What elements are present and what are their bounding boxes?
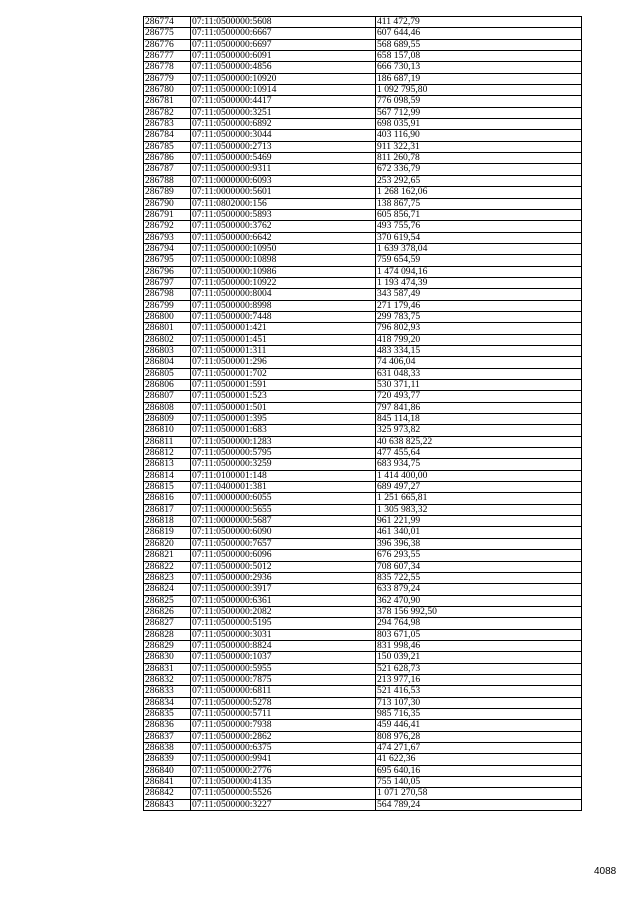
cadastral-number-cell: 07:11:0500000:7448 (191, 311, 376, 322)
table-row (144, 232, 582, 243)
value-cell: 1 639 378,04 (376, 243, 582, 254)
cadastral-number-cell: 07:11:0500000:1283 (191, 436, 376, 447)
value-cell: 811 260,78 (376, 153, 582, 164)
table-row (144, 799, 582, 810)
cadastral-number-cell: 07:11:0500000:5711 (191, 708, 376, 719)
data-table (143, 16, 582, 811)
table-row (144, 674, 582, 685)
table-row (144, 765, 582, 776)
cadastral-number-cell: 07:11:0100001:148 (191, 470, 376, 481)
table-row (144, 595, 582, 606)
cadastral-number-cell: 07:11:0500000:5893 (191, 209, 376, 220)
row-id-cell: 286777 (144, 51, 191, 62)
cadastral-number-cell: 07:11:0802000:156 (191, 198, 376, 209)
row-id-cell: 286802 (144, 334, 191, 345)
table-row (144, 731, 582, 742)
cadastral-number-cell: 07:11:0500000:5278 (191, 697, 376, 708)
value-cell: 803 671,05 (376, 629, 582, 640)
value-cell: 631 048,33 (376, 368, 582, 379)
cadastral-number-cell: 07:11:0500000:10922 (191, 277, 376, 288)
row-id-cell: 286793 (144, 232, 191, 243)
value-cell: 271 179,46 (376, 300, 582, 311)
cadastral-number-cell: 07:11:0500000:6892 (191, 119, 376, 130)
value-cell: 845 114,18 (376, 414, 582, 425)
table-row (144, 414, 582, 425)
table-row (144, 277, 582, 288)
row-id-cell: 286829 (144, 640, 191, 651)
table-row (144, 686, 582, 697)
value-cell: 418 799,20 (376, 334, 582, 345)
table-row (144, 221, 582, 232)
cadastral-number-cell: 07:11:0500000:6091 (191, 51, 376, 62)
value-cell: 666 730,13 (376, 62, 582, 73)
value-cell: 186 687,19 (376, 73, 582, 84)
value-cell: 1 251 665,81 (376, 493, 582, 504)
cadastral-number-cell: 07:11:0000000:6055 (191, 493, 376, 504)
table-row (144, 243, 582, 254)
value-cell: 808 976,28 (376, 731, 582, 742)
cadastral-number-cell: 07:11:0500000:2936 (191, 572, 376, 583)
row-id-cell: 286837 (144, 731, 191, 742)
cadastral-number-cell: 07:11:0500001:421 (191, 323, 376, 334)
row-id-cell: 286825 (144, 595, 191, 606)
row-id-cell: 286833 (144, 686, 191, 697)
cadastral-number-cell: 07:11:0500000:5195 (191, 618, 376, 629)
table-row (144, 788, 582, 799)
row-id-cell: 286799 (144, 300, 191, 311)
table-row (144, 28, 582, 39)
value-cell: 689 497,27 (376, 482, 582, 493)
value-cell: 150 039,21 (376, 652, 582, 663)
cadastral-number-cell: 07:11:0000000:5687 (191, 516, 376, 527)
value-cell: 411 472,79 (376, 17, 582, 28)
cadastral-number-cell: 07:11:0500000:8998 (191, 300, 376, 311)
table-row (144, 754, 582, 765)
table-row (144, 561, 582, 572)
cadastral-number-cell: 07:11:0500000:10920 (191, 73, 376, 84)
table-row (144, 380, 582, 391)
value-cell: 459 446,41 (376, 720, 582, 731)
row-id-cell: 286807 (144, 391, 191, 402)
cadastral-number-cell: 07:11:0500000:6697 (191, 39, 376, 50)
cadastral-number-cell: 07:11:0500000:3251 (191, 107, 376, 118)
cadastral-number-cell: 07:11:0500000:10914 (191, 85, 376, 96)
table-row (144, 663, 582, 674)
row-id-cell: 286810 (144, 425, 191, 436)
value-cell: 253 292,65 (376, 175, 582, 186)
row-id-cell: 286822 (144, 561, 191, 572)
table-row (144, 448, 582, 459)
table-row (144, 153, 582, 164)
value-cell: 403 116,90 (376, 130, 582, 141)
row-id-cell: 286842 (144, 788, 191, 799)
table-body (144, 17, 582, 811)
row-id-cell: 286812 (144, 448, 191, 459)
value-cell: 695 640,16 (376, 765, 582, 776)
row-id-cell: 286820 (144, 538, 191, 549)
cadastral-number-cell: 07:11:0500000:1037 (191, 652, 376, 663)
row-id-cell: 286836 (144, 720, 191, 731)
table-row (144, 482, 582, 493)
cadastral-number-cell: 07:11:0500000:9311 (191, 164, 376, 175)
table-row (144, 62, 582, 73)
value-cell: 985 716,35 (376, 708, 582, 719)
table-row (144, 516, 582, 527)
table-row (144, 130, 582, 141)
cadastral-number-cell: 07:11:0500000:10898 (191, 255, 376, 266)
row-id-cell: 286790 (144, 198, 191, 209)
table-row (144, 697, 582, 708)
row-id-cell: 286780 (144, 85, 191, 96)
value-cell: 461 340,01 (376, 527, 582, 538)
cadastral-number-cell: 07:11:0500000:2862 (191, 731, 376, 742)
value-cell: 607 644,46 (376, 28, 582, 39)
row-id-cell: 286804 (144, 357, 191, 368)
value-cell: 378 156 992,50 (376, 606, 582, 617)
table-row (144, 527, 582, 538)
row-id-cell: 286831 (144, 663, 191, 674)
row-id-cell: 286835 (144, 708, 191, 719)
row-id-cell: 286798 (144, 289, 191, 300)
row-id-cell: 286788 (144, 175, 191, 186)
cadastral-number-cell: 07:11:0500000:4856 (191, 62, 376, 73)
table-row (144, 96, 582, 107)
cadastral-number-cell: 07:11:0500001:451 (191, 334, 376, 345)
cadastral-number-cell: 07:11:0500000:6667 (191, 28, 376, 39)
value-cell: 797 841,86 (376, 402, 582, 413)
table-row (144, 51, 582, 62)
cadastral-number-cell: 07:11:0500000:10986 (191, 266, 376, 277)
table-row (144, 777, 582, 788)
cadastral-number-cell: 07:11:0400001:381 (191, 482, 376, 493)
row-id-cell: 286832 (144, 674, 191, 685)
value-cell: 362 470,90 (376, 595, 582, 606)
table-row (144, 289, 582, 300)
cadastral-number-cell: 07:11:0500000:3044 (191, 130, 376, 141)
row-id-cell: 286839 (144, 754, 191, 765)
value-cell: 1 414 400,00 (376, 470, 582, 481)
value-cell: 41 622,36 (376, 754, 582, 765)
value-cell: 370 619,54 (376, 232, 582, 243)
table-row (144, 255, 582, 266)
cadastral-number-cell: 07:11:0500000:4417 (191, 96, 376, 107)
value-cell: 759 654,59 (376, 255, 582, 266)
row-id-cell: 286841 (144, 777, 191, 788)
cadastral-number-cell: 07:11:0500000:7938 (191, 720, 376, 731)
row-id-cell: 286801 (144, 323, 191, 334)
value-cell: 213 977,16 (376, 674, 582, 685)
cadastral-number-cell: 07:11:0000000:5655 (191, 504, 376, 515)
value-cell: 1 092 795,80 (376, 85, 582, 96)
table-row (144, 334, 582, 345)
value-cell: 698 035,91 (376, 119, 582, 130)
value-cell: 530 371,11 (376, 380, 582, 391)
value-cell: 796 802,93 (376, 323, 582, 334)
cadastral-number-cell: 07:11:0500000:2713 (191, 141, 376, 152)
table-row (144, 107, 582, 118)
cadastral-number-cell: 07:11:0500001:523 (191, 391, 376, 402)
value-cell: 567 712,99 (376, 107, 582, 118)
value-cell: 713 107,30 (376, 697, 582, 708)
row-id-cell: 286797 (144, 277, 191, 288)
value-cell: 74 406,04 (376, 357, 582, 368)
row-id-cell: 286778 (144, 62, 191, 73)
cadastral-number-cell: 07:11:0000000:5601 (191, 187, 376, 198)
row-id-cell: 286783 (144, 119, 191, 130)
table-row (144, 629, 582, 640)
value-cell: 1 474 094,16 (376, 266, 582, 277)
row-id-cell: 286818 (144, 516, 191, 527)
cadastral-number-cell: 07:11:0500001:702 (191, 368, 376, 379)
table-row (144, 402, 582, 413)
table-row (144, 436, 582, 447)
value-cell: 294 764,98 (376, 618, 582, 629)
row-id-cell: 286814 (144, 470, 191, 481)
value-cell: 521 416,53 (376, 686, 582, 697)
value-cell: 477 455,64 (376, 448, 582, 459)
cadastral-number-cell: 07:11:0500001:683 (191, 425, 376, 436)
cadastral-number-cell: 07:11:0500001:501 (191, 402, 376, 413)
cadastral-number-cell: 07:11:0500000:5469 (191, 153, 376, 164)
table-row (144, 164, 582, 175)
cadastral-number-cell: 07:11:0500000:5526 (191, 788, 376, 799)
table-row (144, 652, 582, 663)
row-id-cell: 286827 (144, 618, 191, 629)
table-row (144, 209, 582, 220)
row-id-cell: 286819 (144, 527, 191, 538)
value-cell: 1 071 270,58 (376, 788, 582, 799)
row-id-cell: 286823 (144, 572, 191, 583)
value-cell: 138 867,75 (376, 198, 582, 209)
table-row (144, 584, 582, 595)
value-cell: 474 271,67 (376, 743, 582, 754)
table-row (144, 606, 582, 617)
row-id-cell: 286805 (144, 368, 191, 379)
cadastral-number-cell: 07:11:0500001:296 (191, 357, 376, 368)
row-id-cell: 286775 (144, 28, 191, 39)
value-cell: 708 607,34 (376, 561, 582, 572)
table-row (144, 17, 582, 28)
row-id-cell: 286782 (144, 107, 191, 118)
cadastral-number-cell: 07:11:0500000:6375 (191, 743, 376, 754)
table-row (144, 720, 582, 731)
row-id-cell: 286813 (144, 459, 191, 470)
table-row (144, 85, 582, 96)
table-row (144, 572, 582, 583)
row-id-cell: 286796 (144, 266, 191, 277)
row-id-cell: 286784 (144, 130, 191, 141)
cadastral-number-cell: 07:11:0500000:6090 (191, 527, 376, 538)
row-id-cell: 286826 (144, 606, 191, 617)
cadastral-number-cell: 07:11:0500000:2082 (191, 606, 376, 617)
cadastral-number-cell: 07:11:0500000:6642 (191, 232, 376, 243)
cadastral-number-cell: 07:11:0500000:5012 (191, 561, 376, 572)
cadastral-number-cell: 07:11:0500000:5795 (191, 448, 376, 459)
cadastral-number-cell: 07:11:0500000:3917 (191, 584, 376, 595)
value-cell: 521 628,73 (376, 663, 582, 674)
table-row (144, 141, 582, 152)
cadastral-number-cell: 07:11:0500000:5608 (191, 17, 376, 28)
table-row (144, 357, 582, 368)
table-row (144, 266, 582, 277)
row-id-cell: 286840 (144, 765, 191, 776)
cadastral-number-cell: 07:11:0500000:8004 (191, 289, 376, 300)
cadastral-number-cell: 07:11:0500001:591 (191, 380, 376, 391)
cadastral-number-cell: 07:11:0000000:6093 (191, 175, 376, 186)
value-cell: 564 789,24 (376, 799, 582, 810)
cadastral-number-cell: 07:11:0500000:10950 (191, 243, 376, 254)
value-cell: 325 973,82 (376, 425, 582, 436)
value-cell: 911 322,31 (376, 141, 582, 152)
table-row (144, 300, 582, 311)
value-cell: 720 493,77 (376, 391, 582, 402)
table-row (144, 187, 582, 198)
cadastral-number-cell: 07:11:0500000:7657 (191, 538, 376, 549)
row-id-cell: 286811 (144, 436, 191, 447)
row-id-cell: 286815 (144, 482, 191, 493)
value-cell: 831 998,46 (376, 640, 582, 651)
table-row (144, 504, 582, 515)
value-cell: 658 157,08 (376, 51, 582, 62)
row-id-cell: 286792 (144, 221, 191, 232)
cadastral-number-cell: 07:11:0500000:8824 (191, 640, 376, 651)
table-row (144, 391, 582, 402)
table-row (144, 175, 582, 186)
cadastral-number-cell: 07:11:0500000:3031 (191, 629, 376, 640)
table-row (144, 39, 582, 50)
table-row (144, 345, 582, 356)
cadastral-number-cell: 07:11:0500000:7875 (191, 674, 376, 685)
value-cell: 493 755,76 (376, 221, 582, 232)
table-row (144, 425, 582, 436)
row-id-cell: 286816 (144, 493, 191, 504)
row-id-cell: 286795 (144, 255, 191, 266)
value-cell: 776 098,59 (376, 96, 582, 107)
table-row (144, 368, 582, 379)
row-id-cell: 286821 (144, 550, 191, 561)
value-cell: 396 396,38 (376, 538, 582, 549)
cadastral-number-cell: 07:11:0500000:3762 (191, 221, 376, 232)
row-id-cell: 286830 (144, 652, 191, 663)
table-row (144, 618, 582, 629)
row-id-cell: 286800 (144, 311, 191, 322)
table-row (144, 640, 582, 651)
cadastral-number-cell: 07:11:0500000:6361 (191, 595, 376, 606)
table-row (144, 323, 582, 334)
value-cell: 1 193 474,39 (376, 277, 582, 288)
row-id-cell: 286803 (144, 345, 191, 356)
row-id-cell: 286817 (144, 504, 191, 515)
row-id-cell: 286808 (144, 402, 191, 413)
value-cell: 1 305 983,32 (376, 504, 582, 515)
row-id-cell: 286809 (144, 414, 191, 425)
row-id-cell: 286843 (144, 799, 191, 810)
cadastral-number-cell: 07:11:0500000:4135 (191, 777, 376, 788)
row-id-cell: 286794 (144, 243, 191, 254)
cadastral-number-cell: 07:11:0500000:6811 (191, 686, 376, 697)
row-id-cell: 286776 (144, 39, 191, 50)
table-row (144, 538, 582, 549)
table-row (144, 708, 582, 719)
value-cell: 605 856,71 (376, 209, 582, 220)
value-cell: 755 140,05 (376, 777, 582, 788)
value-cell: 676 293,55 (376, 550, 582, 561)
row-id-cell: 286791 (144, 209, 191, 220)
table-row (144, 550, 582, 561)
row-id-cell: 286786 (144, 153, 191, 164)
value-cell: 483 334,15 (376, 345, 582, 356)
table-row (144, 743, 582, 754)
row-id-cell: 286781 (144, 96, 191, 107)
value-cell: 683 934,75 (376, 459, 582, 470)
table-row (144, 73, 582, 84)
table-row (144, 459, 582, 470)
table-row (144, 119, 582, 130)
row-id-cell: 286838 (144, 743, 191, 754)
row-id-cell: 286774 (144, 17, 191, 28)
row-id-cell: 286834 (144, 697, 191, 708)
row-id-cell: 286806 (144, 380, 191, 391)
value-cell: 299 783,75 (376, 311, 582, 322)
row-id-cell: 286785 (144, 141, 191, 152)
cadastral-number-cell: 07:11:0500000:6096 (191, 550, 376, 561)
value-cell: 672 336,79 (376, 164, 582, 175)
value-cell: 961 221,99 (376, 516, 582, 527)
row-id-cell: 286828 (144, 629, 191, 640)
row-id-cell: 286787 (144, 164, 191, 175)
cadastral-number-cell: 07:11:0500001:311 (191, 345, 376, 356)
cadastral-number-cell: 07:11:0500000:3227 (191, 799, 376, 810)
value-cell: 1 268 162,06 (376, 187, 582, 198)
cadastral-number-cell: 07:11:0500000:2776 (191, 765, 376, 776)
cadastral-number-cell: 07:11:0500000:5955 (191, 663, 376, 674)
cadastral-number-cell: 07:11:0500000:3259 (191, 459, 376, 470)
row-id-cell: 286824 (144, 584, 191, 595)
table-row (144, 470, 582, 481)
table-row (144, 311, 582, 322)
table-row (144, 198, 582, 209)
table-row (144, 493, 582, 504)
value-cell: 343 587,49 (376, 289, 582, 300)
row-id-cell: 286779 (144, 73, 191, 84)
value-cell: 40 638 825,22 (376, 436, 582, 447)
cadastral-number-cell: 07:11:0500000:9941 (191, 754, 376, 765)
value-cell: 568 689,55 (376, 39, 582, 50)
page-number: 4088 (594, 866, 617, 877)
cadastral-number-cell: 07:11:0500001:395 (191, 414, 376, 425)
value-cell: 633 879,24 (376, 584, 582, 595)
value-cell: 835 722,55 (376, 572, 582, 583)
row-id-cell: 286789 (144, 187, 191, 198)
